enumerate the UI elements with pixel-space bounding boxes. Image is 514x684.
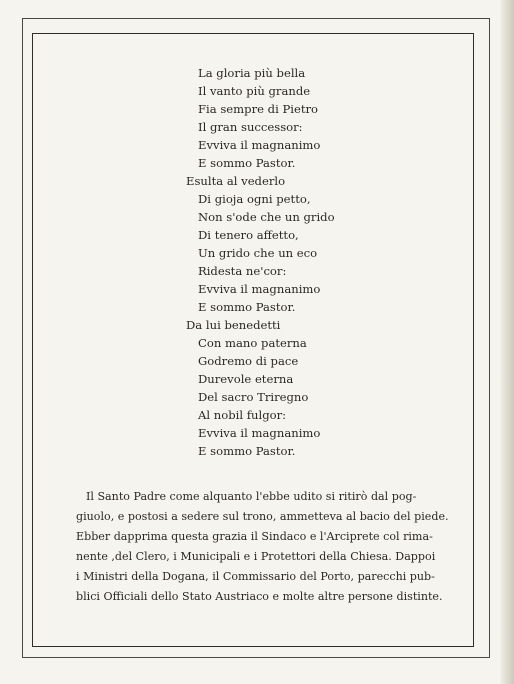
prose-line: Ebber dapprima questa grazia il Sindaco e l'Arciprete col rima- <box>76 530 433 543</box>
verse-line: Esulta al vederlo <box>186 174 286 188</box>
verse-line: E sommo Pastor. <box>198 300 296 314</box>
verse-line: Da lui benedetti <box>186 318 281 332</box>
prose-line: i Ministri della Dogana, il Commissario del Porto, parecchi pub- <box>76 570 435 583</box>
verse-line: Evviva il magnanimo <box>198 282 321 296</box>
verse-line: E sommo Pastor. <box>198 156 296 170</box>
verse-line: Godremo di pace <box>198 354 299 368</box>
verse-line: Con mano paterna <box>198 336 307 350</box>
verse-line: Ridesta ne'cor: <box>198 264 287 278</box>
verse-line: La gloria più bella <box>198 66 306 80</box>
page-edge-shadow <box>500 0 514 684</box>
verse-line: Il vanto più grande <box>198 84 311 98</box>
verse-line: Al nobil fulgor: <box>198 408 287 422</box>
verse-line: Di tenero affetto, <box>198 228 299 242</box>
verse-line: Fia sempre di Pietro <box>198 102 319 116</box>
verse-line: Il gran successor: <box>198 120 303 134</box>
prose-line: giuolo, e postosi a sedere sul trono, ammetteva al bacio del piede. <box>76 510 449 523</box>
prose-line: nente ,del Clero, i Municipali e i Protettori della Chiesa. Dappoi <box>76 550 436 563</box>
verse-line: Di gioja ogni petto, <box>198 192 311 206</box>
verse-line: E sommo Pastor. <box>198 444 296 458</box>
verse-line: Evviva il magnanimo <box>198 138 321 152</box>
verse-line: Evviva il magnanimo <box>198 426 321 440</box>
verse-line: Un grido che un eco <box>198 246 318 260</box>
verse-line: Del sacro Triregno <box>198 390 309 404</box>
verse-line: Non s'ode che un grido <box>198 210 335 224</box>
prose-line: Il Santo Padre come alquanto l'ebbe udito si ritirò dal pog- <box>86 490 417 503</box>
verse-line: Durevole eterna <box>198 372 294 386</box>
prose-line: blici Officiali dello Stato Austriaco e molte altre persone distinte. <box>76 590 443 603</box>
